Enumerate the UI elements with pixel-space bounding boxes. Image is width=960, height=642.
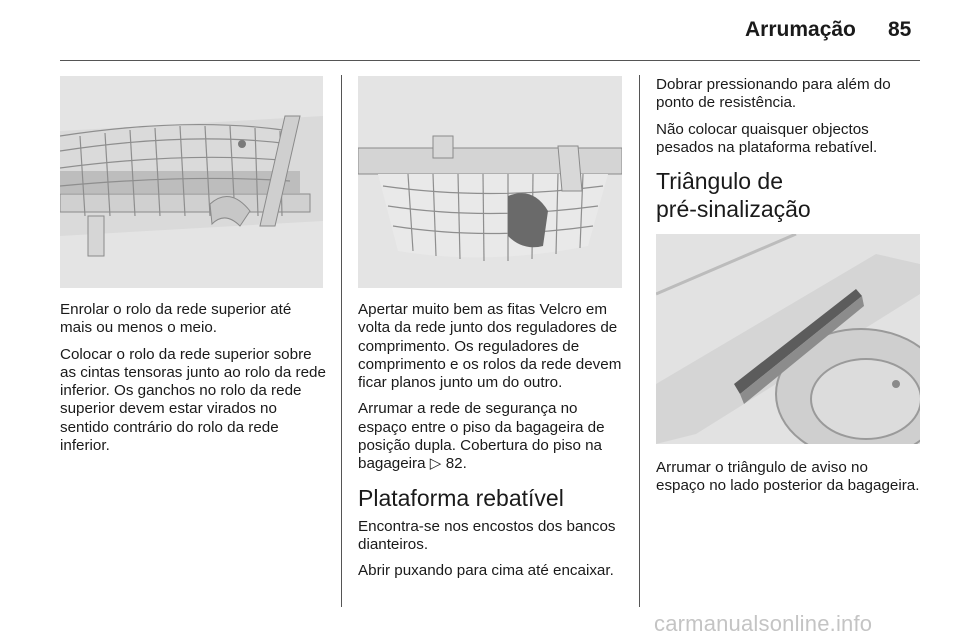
paragraph-fold-platform: Dobrar pressionando para além do ponto de resistência.	[656, 76, 891, 112]
paragraph-store-triangle: Arrumar o triângulo de aviso no espaço no lado posterior da bagageira.	[656, 459, 920, 495]
paragraph-place-roll: Colocar o rolo da rede superior sobre as cintas tensoras junto ao rolo da rede inferior. Os ganchos no rolo da rede superior devem estar virados no sentido contrário do rolo da rede inferior.	[60, 345, 326, 455]
paragraph-platform-location: Encontra-se nos encostos dos bancos dianteiros.	[358, 517, 616, 553]
paragraph-roll-upper-net: Enrolar o rolo da rede superior até mais ou menos o meio.	[60, 301, 292, 337]
header-rule	[60, 60, 920, 61]
paragraph-store-net	[358, 400, 626, 473]
page-reference-link[interactable]: 82.	[445, 455, 467, 473]
velcro-strap-illustration	[358, 76, 622, 288]
column-divider-2	[639, 75, 640, 607]
column-3	[656, 76, 920, 229]
page-header-title: Arrumação	[745, 18, 856, 41]
heading-warning-triangle	[656, 167, 920, 223]
net-roll-illustration	[60, 76, 323, 288]
watermark: carmanualsonline.info	[654, 611, 873, 636]
column-3-lower	[656, 459, 920, 504]
paragraph-open-platform: Abrir puxando para cima até encaixar.	[358, 562, 614, 580]
heading-folding-platform: Plataforma rebatível	[358, 484, 564, 511]
paragraph-no-heavy-objects: Não colocar quaisquer objectos pesados na plataforma rebatível.	[656, 120, 878, 156]
page-number: 85	[888, 18, 912, 41]
column-divider-1	[341, 75, 342, 607]
column-2	[358, 301, 626, 589]
warning-triangle-illustration	[656, 234, 920, 444]
heading-line-2: pré-sinalização	[656, 196, 811, 223]
heading-line-1: Triângulo de	[656, 168, 784, 195]
store-net-text: Arrumar a rede de segurança no espaço entre o piso da bagageira de posição dupla. Cobertura do piso na bagageira	[358, 400, 605, 473]
paragraph-velcro: Apertar muito bem as fitas Velcro em volta da rede junto dos reguladores de comprimento. Os reguladores de comprimento e os rolos da rede devem ficar planos junto um do outro.	[358, 301, 622, 392]
arrow-right-icon: ▷	[429, 455, 442, 473]
column-1	[60, 301, 326, 463]
